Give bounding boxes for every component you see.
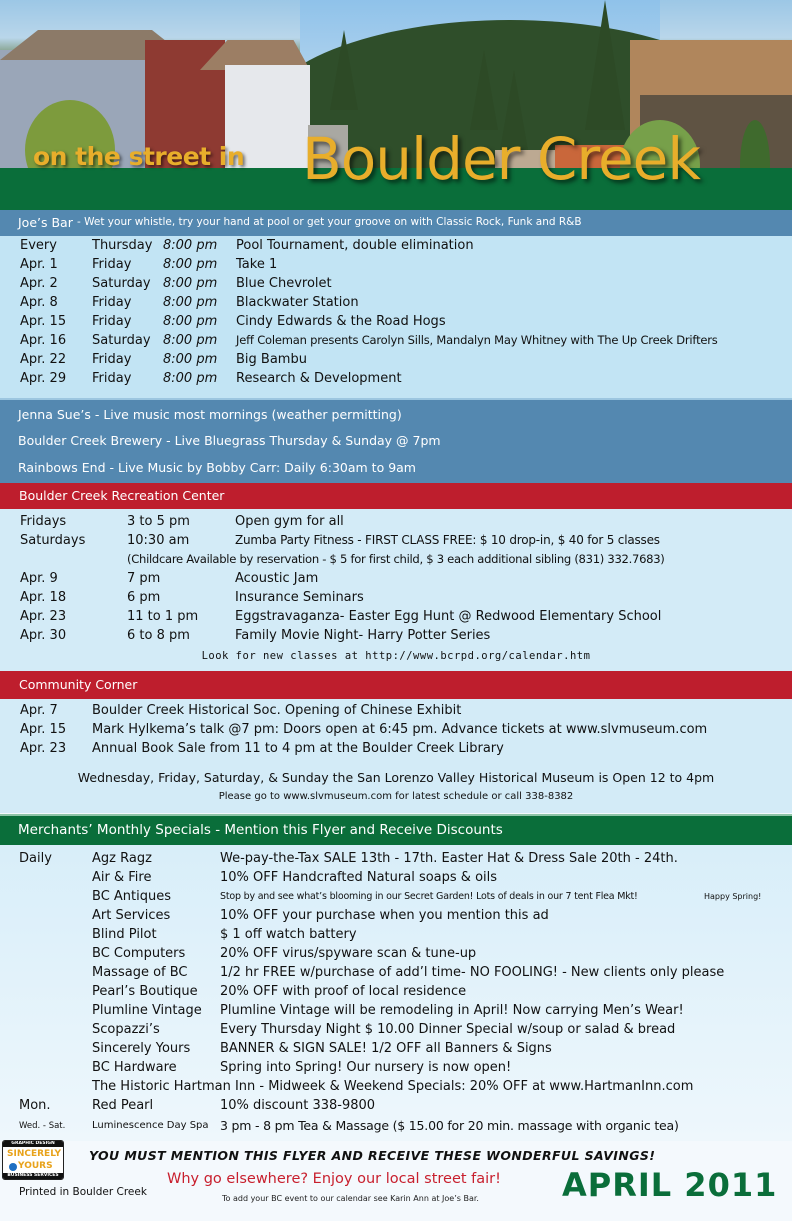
merchant-name: Air & Fire	[92, 870, 152, 885]
merchant-row	[0, 1098, 792, 1117]
rec-date: Saturdays	[20, 533, 86, 548]
event-date: Apr. 1	[20, 257, 58, 272]
merchant-offer: 20% OFF virus/spyware scan & tune-up	[220, 946, 477, 961]
rec-row	[0, 533, 792, 552]
title-small: on the street in	[33, 142, 245, 171]
merchant-row	[0, 851, 792, 870]
event-title: Pool Tournament, double elimination	[236, 238, 474, 253]
community-events	[0, 699, 792, 813]
logo-line1: SINCERELY	[7, 1149, 62, 1159]
rec-date: Apr. 23	[20, 609, 67, 624]
rec-time: 10:30 am	[127, 533, 190, 548]
community-date: Apr. 7	[20, 703, 58, 718]
merchant-offer: 10% OFF your purchase when you mention this ad	[220, 908, 549, 923]
event-row	[0, 295, 792, 314]
event-row	[0, 276, 792, 295]
merchant-offer: We-pay-the-Tax SALE 13th - 17th. Easter Hat & Dress Sale 20th - 24th.	[220, 851, 678, 866]
merchant-row	[0, 1079, 792, 1098]
rec-event: Insurance Seminars	[235, 590, 364, 605]
merchant-name: Red Pearl	[92, 1098, 154, 1113]
tree	[470, 50, 498, 130]
tree	[585, 0, 625, 130]
merchant-name: BC Computers	[92, 946, 186, 961]
merchant-name: Blind Pilot	[92, 927, 157, 942]
event-time: 8:00 pm	[163, 352, 218, 367]
event-date: Apr. 8	[20, 295, 58, 310]
logo-line2: YOURS	[18, 1161, 53, 1171]
merchant-row	[0, 908, 792, 927]
joes-bar-events	[0, 236, 792, 398]
tree	[330, 30, 358, 110]
merchant-name: BC Antiques	[92, 889, 172, 904]
merchant-extra: Happy Spring!	[704, 892, 762, 901]
event-date: Apr. 16	[20, 333, 67, 348]
merchant-row	[0, 965, 792, 984]
merchant-when: Wed. - Sat.	[19, 1121, 66, 1131]
add-event-note: To add your BC event to our calendar see Karin Ann at Joe’s Bar.	[222, 1194, 479, 1203]
merchant-offer: 10% OFF Handcrafted Natural soaps & oils	[220, 870, 498, 885]
merchant-name: Agz Ragz	[92, 851, 152, 866]
community-event: Mark Hylkema’s talk @7 pm: Doors open at 6:45 pm. Advance tickets at www.slvmuseum.com	[92, 722, 708, 737]
merchant-offer: Stop by and see what’s blooming in our Secret Garden! Lots of deals in our 7 tent Flea Mkt!	[220, 891, 638, 902]
merchant-row	[0, 1022, 792, 1041]
rec-event: (Childcare Available by reservation - $ 5 for first child, $ 3 each additional sibling (831) 332.7683)	[127, 552, 665, 566]
merchants-title: Merchants’ Monthly Specials - Mention this Flyer and Receive Discounts	[18, 822, 503, 838]
merchant-row	[0, 984, 792, 1003]
event-date: Apr. 2	[20, 276, 58, 291]
event-time: 8:00 pm	[163, 238, 218, 253]
rec-event: Eggstravaganza- Easter Egg Hunt @ Redwood Elementary School	[235, 609, 662, 624]
event-date: Apr. 22	[20, 352, 67, 367]
event-time: 8:00 pm	[163, 314, 218, 329]
rec-row	[0, 571, 792, 590]
recreation-classes-link[interactable]: Look for new classes at http://www.bcrpd.org/calendar.htm	[201, 650, 591, 662]
rec-time: 6 to 8 pm	[127, 628, 190, 643]
event-time: 8:00 pm	[163, 371, 218, 386]
merchants-header	[0, 814, 792, 845]
recreation-header	[0, 483, 792, 509]
recreation-title: Boulder Creek Recreation Center	[19, 488, 225, 503]
event-time: 8:00 pm	[163, 276, 218, 291]
rec-row	[0, 514, 792, 533]
why-go-elsewhere: Why go elsewhere? Enjoy our local street fair!	[167, 1171, 501, 1187]
venue-jenna-sues: Jenna Sue’s - Live music most mornings (weather permitting)	[18, 407, 402, 422]
merchant-offer: Every Thursday Night $ 10.00 Dinner Special w/soup or salad & bread	[220, 1022, 676, 1037]
rec-row	[0, 552, 792, 571]
community-event: Boulder Creek Historical Soc. Opening of Chinese Exhibit	[92, 703, 462, 718]
event-row	[0, 333, 792, 352]
event-title: Big Bambu	[236, 352, 307, 367]
rec-time: 7 pm	[127, 571, 161, 586]
merchant-offer: Spring into Spring! Our nursery is now open!	[220, 1060, 512, 1075]
rec-time: 6 pm	[127, 590, 161, 605]
joes-bar-title: Joe’s Bar	[18, 215, 73, 230]
event-day: Friday	[92, 257, 132, 272]
joes-bar-header	[0, 210, 792, 236]
rec-date: Apr. 9	[20, 571, 58, 586]
event-date: Every	[20, 238, 57, 253]
rec-row	[0, 609, 792, 628]
event-time: 8:00 pm	[163, 333, 218, 348]
rec-event: Acoustic Jam	[235, 571, 319, 586]
community-row	[0, 722, 792, 741]
merchant-offer: $ 1 off watch battery	[220, 927, 357, 942]
rec-row	[0, 628, 792, 647]
logo-top: GRAPHIC DESIGN	[3, 1141, 63, 1147]
event-row	[0, 352, 792, 371]
logo-dot-icon	[9, 1163, 17, 1171]
merchant-name: The Historic Hartman Inn - Midweek & Weekend Specials: 20% OFF at www.HartmanInn.com	[92, 1079, 694, 1094]
merchant-row	[0, 1041, 792, 1060]
event-day: Friday	[92, 352, 132, 367]
merchants-list	[0, 845, 792, 1141]
event-date: Apr. 29	[20, 371, 67, 386]
rec-time: 11 to 1 pm	[127, 609, 199, 624]
community-header	[0, 671, 792, 699]
merchant-offer: 1/2 hr FREE w/purchase of add’l time- NO FOOLING! - New clients only please	[220, 965, 725, 980]
event-row	[0, 238, 792, 257]
sincerely-yours-logo	[2, 1140, 64, 1180]
community-date: Apr. 15	[20, 722, 67, 737]
merchant-offer: Plumline Vintage will be remodeling in April! Now carrying Men’s Wear!	[220, 1003, 684, 1018]
rec-date: Apr. 30	[20, 628, 67, 643]
merchant-offer: BANNER & SIGN SALE! 1/2 OFF all Banners & Signs	[220, 1041, 552, 1056]
recreation-events	[0, 509, 792, 671]
event-date: Apr. 15	[20, 314, 67, 329]
rec-event: Zumba Party Fitness - FIRST CLASS FREE: $ 10 drop-in, $ 40 for 5 classes	[235, 533, 660, 547]
merchant-row	[0, 946, 792, 965]
rec-event: Open gym for all	[235, 514, 344, 529]
rec-time: 3 to 5 pm	[127, 514, 190, 529]
event-time: 8:00 pm	[163, 257, 218, 272]
merchant-row	[0, 927, 792, 946]
event-day: Thursday	[92, 238, 153, 253]
merchant-offer: 3 pm - 8 pm Tea & Massage ($ 15.00 for 20 min. massage with organic tea)	[220, 1118, 679, 1133]
event-title: Jeff Coleman presents Carolyn Sills, Mandalyn May Whitney with The Up Creek Drifters	[236, 333, 718, 347]
merchant-name: Massage of BC	[92, 965, 188, 980]
merchant-name: Sincerely Yours	[92, 1041, 191, 1056]
must-mention: YOU MUST MENTION THIS FLYER AND RECEIVE THESE WONDERFUL SAVINGS!	[89, 1148, 656, 1163]
event-title: Blackwater Station	[236, 295, 359, 310]
venue-rainbows-end: Rainbows End - Live Music by Bobby Carr: Daily 6:30am to 9am	[18, 460, 416, 475]
community-title: Community Corner	[19, 677, 138, 692]
merchant-offer: 10% discount 338-9800	[220, 1098, 376, 1113]
event-day: Saturday	[92, 333, 151, 348]
rec-date: Fridays	[20, 514, 67, 529]
museum-note: Please go to www.slvmuseum.com for latest schedule or call 338-8382	[218, 791, 574, 802]
merchant-name: Luminescence Day Spa	[92, 1120, 209, 1131]
event-time: 8:00 pm	[163, 295, 218, 310]
rec-date: Apr. 18	[20, 590, 67, 605]
event-day: Friday	[92, 314, 132, 329]
event-title: Take 1	[236, 257, 278, 272]
merchant-name: Pearl’s Boutique	[92, 984, 198, 999]
venues-section	[0, 398, 792, 483]
event-day: Friday	[92, 371, 132, 386]
rec-event: Family Movie Night- Harry Potter Series	[235, 628, 491, 643]
logo-bottom: BUSINESS SERVICES	[3, 1173, 63, 1179]
event-row	[0, 257, 792, 276]
merchant-row	[0, 1060, 792, 1079]
title-big: Boulder Creek	[302, 125, 700, 193]
merchant-when: Daily	[19, 851, 52, 866]
event-day: Saturday	[92, 276, 151, 291]
merchant-row	[0, 889, 792, 908]
event-title: Blue Chevrolet	[236, 276, 332, 291]
museum-hours: Wednesday, Friday, Saturday, & Sunday the San Lorenzo Valley Historical Museum is Open 12 to 4pm	[77, 770, 715, 785]
merchant-offer: 20% OFF with proof of local residence	[220, 984, 467, 999]
event-row	[0, 371, 792, 390]
merchant-row	[0, 1003, 792, 1022]
merchant-name: Plumline Vintage	[92, 1003, 202, 1018]
merchant-row	[0, 1118, 792, 1137]
issue-month: APRIL 2011	[562, 1166, 778, 1204]
community-row	[0, 703, 792, 722]
rec-row	[0, 590, 792, 609]
event-title: Cindy Edwards & the Road Hogs	[236, 314, 446, 329]
merchant-name: Scopazzi’s	[92, 1022, 160, 1037]
joes-bar-tagline: - Wet your whistle, try your hand at pool or get your groove on with Classic Rock, Funk and R&B	[77, 216, 582, 228]
venue-brewery: Boulder Creek Brewery - Live Bluegrass Thursday & Sunday @ 7pm	[18, 433, 441, 448]
merchant-name: BC Hardware	[92, 1060, 177, 1075]
community-event: Annual Book Sale from 11 to 4 pm at the Boulder Creek Library	[92, 741, 504, 756]
printed-in: Printed in Boulder Creek	[19, 1186, 147, 1198]
community-row	[0, 741, 792, 760]
merchant-when: Mon.	[19, 1098, 51, 1113]
community-date: Apr. 23	[20, 741, 67, 756]
event-row	[0, 314, 792, 333]
event-title: Research & Development	[236, 371, 402, 386]
event-day: Friday	[92, 295, 132, 310]
merchant-row	[0, 870, 792, 889]
merchant-name: Art Services	[92, 908, 171, 923]
